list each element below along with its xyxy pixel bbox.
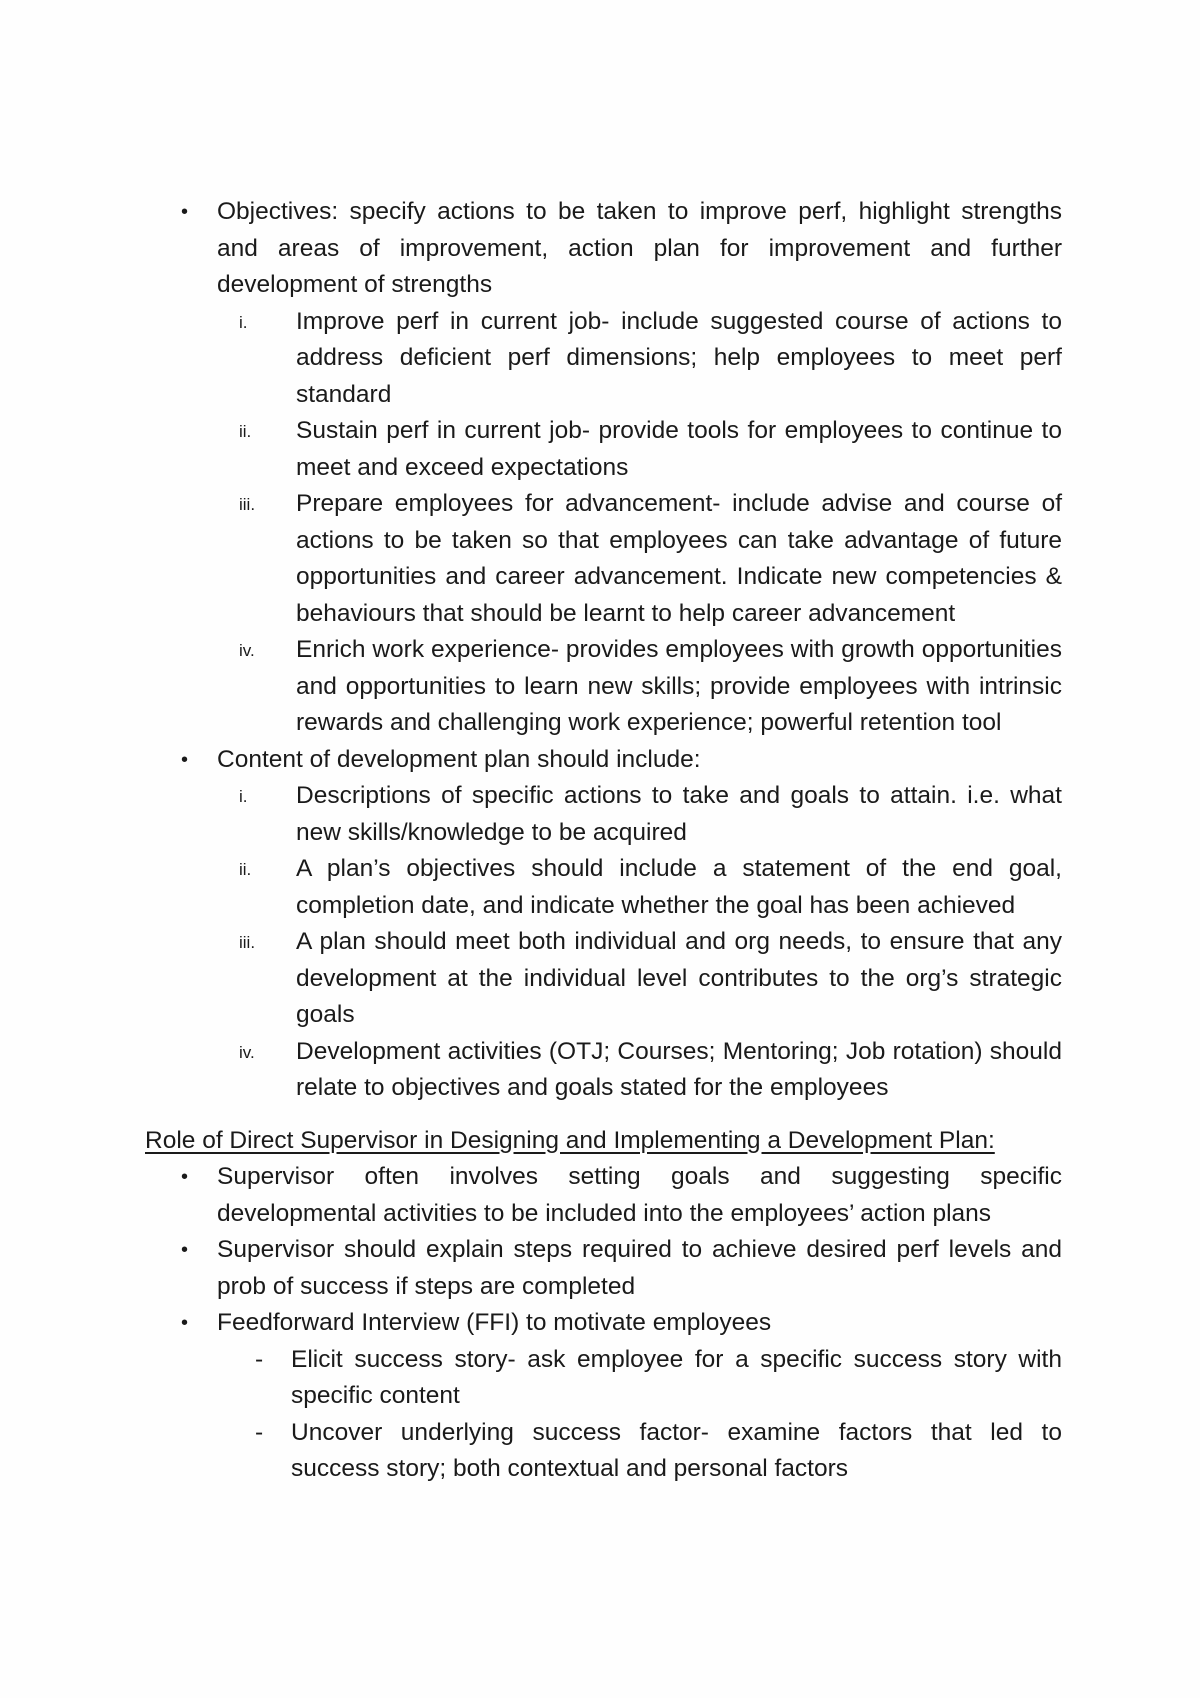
bullet-glyph: • — [181, 1312, 189, 1334]
sub-item — [145, 486, 1062, 632]
bullet-glyph: • — [181, 1239, 189, 1261]
document-body — [145, 194, 1062, 1488]
bullet-glyph: • — [181, 201, 189, 223]
roman-marker: ii. — [239, 422, 252, 441]
bullet-item-supervisor-goals — [145, 1159, 1062, 1232]
bullet-item-supervisor-steps — [145, 1232, 1062, 1305]
bullet-text: Content of development plan should include: — [217, 745, 701, 773]
sub-item-text: A plan’s objectives should include a statement of the end goal, completion date, and indicate whether the goal has been achieved — [296, 855, 1062, 919]
bullet-item-ffi — [145, 1305, 1062, 1342]
roman-marker: iv. — [239, 641, 255, 660]
bullet-text: Supervisor should explain steps required to achieve desired perf levels and prob of success if steps are completed — [217, 1236, 1062, 1300]
sub-item-text: Prepare employees for advancement- include advise and course of actions to be taken so that employees can take advantage of future opportunities and career advancement. Indicate new competencies & behaviours that should be learnt to help career advancement — [296, 490, 1062, 627]
dash-item-text: Uncover underlying success factor- examine factors that led to success story; both contextual and personal factors — [291, 1418, 1062, 1482]
sub-item — [145, 1034, 1062, 1107]
roman-marker: iii. — [239, 495, 256, 514]
roman-marker: ii. — [239, 860, 252, 879]
sub-item — [145, 413, 1062, 486]
bullet-glyph: • — [181, 1166, 189, 1188]
sub-item — [145, 924, 1062, 1034]
bullet-text: Feedforward Interview (FFI) to motivate employees — [217, 1309, 772, 1336]
bullet-item-content — [145, 742, 1062, 779]
bullet-glyph: • — [181, 748, 189, 771]
sub-item — [145, 632, 1062, 742]
dash-item-text: Elicit success story- ask employee for a specific success story with specific content — [291, 1345, 1062, 1409]
sub-item-text: Development activities (OTJ; Courses; Mentoring; Job rotation) should relate to objectives and goals stated for the employees — [296, 1037, 1062, 1101]
roman-marker: iv. — [239, 1042, 255, 1062]
bullet-text: Objectives: specify actions to be taken to improve perf, highlight strengths and areas of improvement, action plan for improvement and further development of strengths — [217, 198, 1062, 298]
sub-item — [145, 778, 1062, 851]
dash-marker: - — [255, 1345, 264, 1373]
dash-marker: - — [255, 1418, 264, 1446]
sub-item-text: Improve perf in current job- include suggested course of actions to address deficient perf dimensions; help employees to meet perf standard — [296, 307, 1062, 408]
sub-item-text: Sustain perf in current job- provide tools for employees to continue to meet and exceed expectations — [296, 417, 1062, 481]
section-heading: Role of Direct Supervisor in Designing and Implementing a Development Plan: — [145, 1126, 995, 1154]
roman-marker: iii. — [239, 933, 256, 952]
bullet-item-objectives — [145, 194, 1062, 304]
sub-item — [145, 304, 1062, 414]
dash-item — [145, 1415, 1062, 1488]
sub-item-text: A plan should meet both individual and org needs, to ensure that any development at the individual level contributes to the org’s strategic goals — [296, 928, 1062, 1028]
sub-item — [145, 851, 1062, 924]
sub-item-text: Enrich work experience- provides employees with growth opportunities and opportunities to learn new skills; provide employees with intrinsic rewards and challenging work experience; powerful retention tool — [296, 636, 1062, 736]
bullet-text: Supervisor often involves setting goals and suggesting specific developmental activities to be included into the employees’ action plans — [217, 1163, 1062, 1227]
dash-item — [145, 1342, 1062, 1415]
roman-marker: i. — [239, 787, 248, 806]
roman-marker: i. — [239, 312, 248, 332]
sub-item-text: Descriptions of specific actions to take and goals to attain. i.e. what new skills/knowledge to be acquired — [296, 782, 1062, 846]
